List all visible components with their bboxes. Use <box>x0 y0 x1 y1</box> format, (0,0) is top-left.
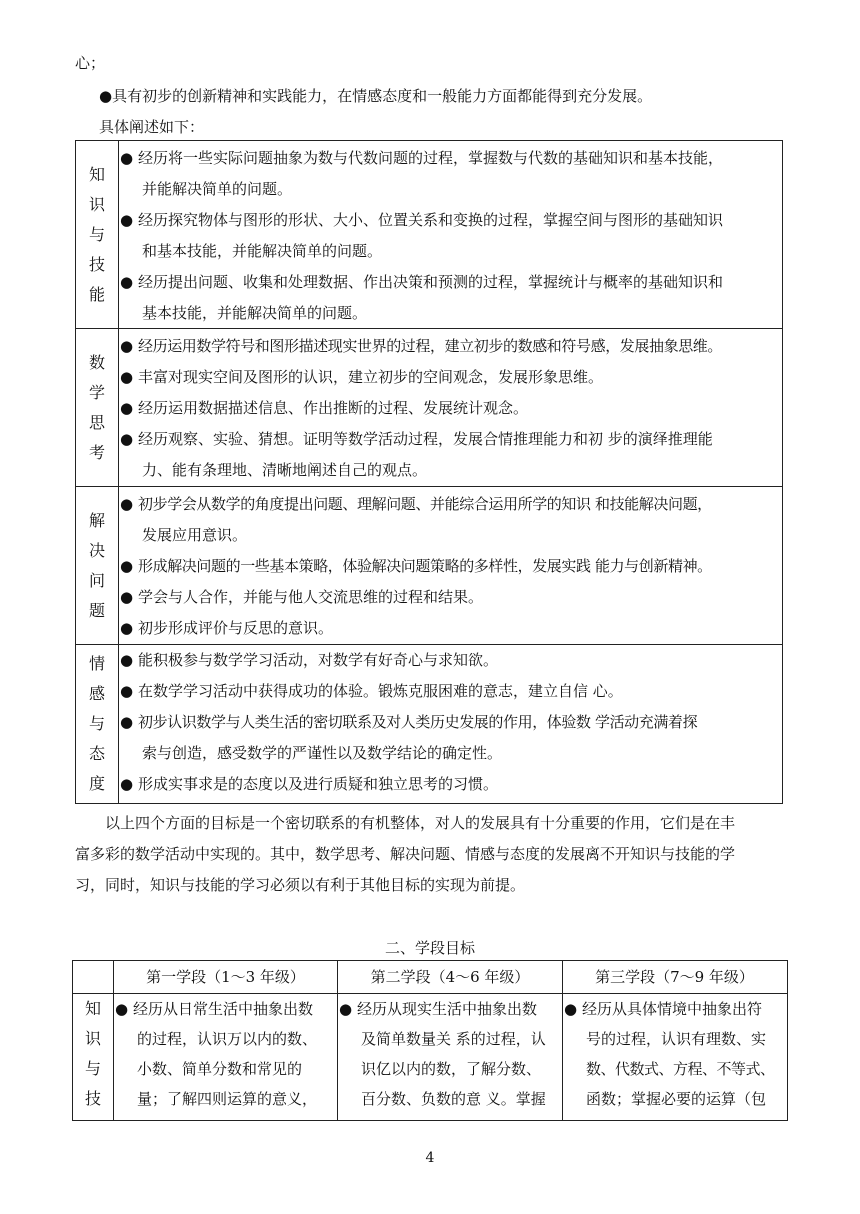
goals-row-attitude <box>76 644 782 803</box>
goal-item: ● 形成实事求是的态度以及进行质疑和独立思考的习惯。 <box>120 775 499 793</box>
summary-line: 以上四个方面的目标是一个密切联系的有机整体，对人的发展具有十分重要的作用，它们是在丰 <box>105 814 736 832</box>
goal-item: ● 经历运用数据描述信息、作出推断的过程、发展统计观念。 <box>120 399 529 417</box>
intro-bullet: ●具有初步的创新精神和实践能力，在情感态度和一般能力方面都能得到充分发展。 <box>99 87 653 105</box>
row-heading: 数 学 思 考 <box>76 329 119 487</box>
row-heading: 知 识 与 技 能 <box>76 141 119 328</box>
stage-header-1: 第一学段（1～3 年级） <box>146 968 305 986</box>
intro-lead: 具体阐述如下： <box>99 118 205 136</box>
stage-cell-3: ● 经历从具体情境中抽象出符 号的过程，认识有理数、实 数、代数式、方程、不等式、 函数；掌握必要的运算（包 <box>564 1000 775 1108</box>
goals-table <box>75 140 783 804</box>
goal-item: ● 形成解决问题的一些基本策略，体验解决问题策略的多样性，发展实践 能力与创新精神。 <box>120 557 712 575</box>
stage-header-2: 第二学段（4～6 年级） <box>370 968 530 986</box>
goal-item: ● 初步学会从数学的角度提出问题、理解问题、并能综合运用所学的知识 和技能解决问题， 发展应用意识。 <box>120 495 712 544</box>
stage-cell-1: ● 经历从日常生活中抽象出数 的过程，认识万以内的数、 小数、简单分数和常见的 量；了解四则运算的意义， <box>115 1000 318 1108</box>
summary-line: 富多彩的数学活动中实现的。其中，数学思考、解决问题、情感与态度的发展离不开知识与技能的学 <box>75 845 736 863</box>
goal-item: ● 学会与人合作，并能与他人交流思维的过程和结果。 <box>120 588 484 606</box>
row-heading: 解 决 问 题 <box>76 487 119 645</box>
section-title: 二、学段目标 <box>384 939 475 957</box>
stage-goals-table <box>72 960 788 1121</box>
goals-row-knowledge <box>76 141 782 328</box>
goal-item: ● 能积极参与数学学习活动，对数学有好奇心与求知欲。 <box>120 651 499 669</box>
goals-row-problem-solving <box>76 486 782 645</box>
goals-row-thinking <box>76 328 782 487</box>
summary-paragraph <box>75 808 787 901</box>
stage-side-heading: 知 识 与 技 <box>84 999 101 1108</box>
goal-item: ● 丰富对现实空间及图形的认识，建立初步的空间观念，发展形象思维。 <box>120 368 604 386</box>
intro-line: 心； <box>75 54 106 72</box>
goal-item: ● 经历将一些实际问题抽象为数与代数问题的过程，掌握数与代数的基础知识和基本技能， 并能解决简单的问题。 <box>120 149 724 198</box>
goal-item: ● 初步形成评价与反思的意识。 <box>120 619 334 637</box>
summary-line: 习，同时，知识与技能的学习必须以有利于其他目标的实现为前提。 <box>75 876 526 894</box>
stage-header-3: 第三学段（7～9 年级） <box>595 968 754 986</box>
goal-item: ● 经历运用数学符号和图形描述现实世界的过程，建立初步的数感和符号感，发展抽象思维。 <box>120 337 723 355</box>
row-heading: 情 感 与 态 度 <box>76 645 119 803</box>
page-number: 4 <box>425 1150 435 1166</box>
goal-item: ● 初步认识数学与人类生活的密切联系及对人类历史发展的作用，体验数 学活动充满着探 索与创造，感受数学的严谨性以及数学结论的确定性。 <box>120 713 698 762</box>
goal-item: ● 在数学学习活动中获得成功的体验。锻炼克服困难的意志，建立自信 心。 <box>120 682 623 700</box>
goal-item: ● 经历观察、实验、猜想。证明等数学活动过程，发展合情推理能力和初 步的演绎推理能 力、能有条理地、清晰地阐述自己的观点。 <box>120 430 713 479</box>
goal-item: ● 经历探究物体与图形的形状、大小、位置关系和变换的过程，掌握空间与图形的基础知识 和基本技能，并能解决简单的问题。 <box>120 211 724 260</box>
goal-item: ● 经历提出问题、收集和处理数据、作出决策和预测的过程，掌握统计与概率的基础知识和 基本技能，并能解决简单的问题。 <box>120 273 724 322</box>
stage-cell-2: ● 经历从现实生活中抽象出数 及简单数量关 系的过程，认 识亿以内的数，了解分数、 百分数、负数的意 义。掌握 <box>339 1000 546 1108</box>
